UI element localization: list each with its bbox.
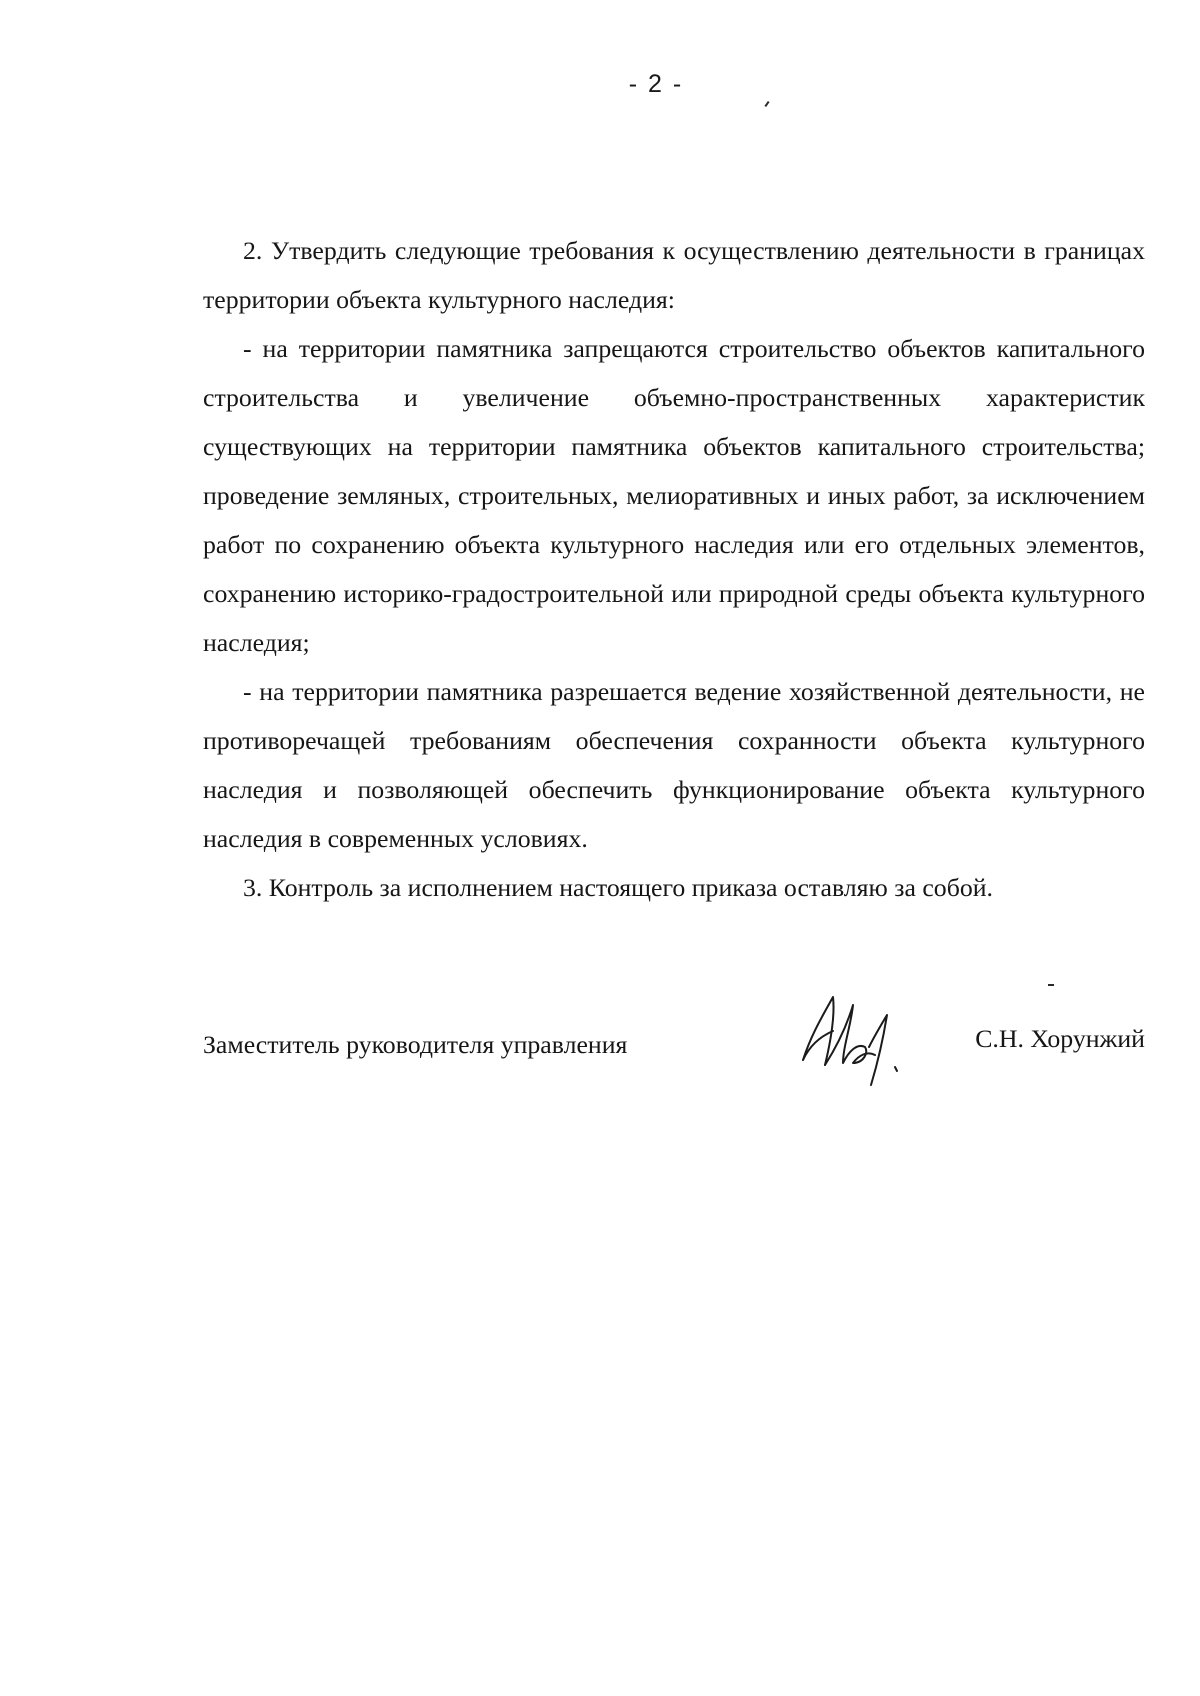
page-number-text: - 2 - xyxy=(628,70,684,98)
handwritten-signature xyxy=(783,985,923,1095)
signatory-name: С.Н. Хорунжий xyxy=(975,1024,1145,1053)
item-2-restriction: - на территории памятника запрещаются строительство объектов капитального строительства и увеличение объемно-пространственных характеристик существующих на территории памятника объектов капитального строительства; проведение земляных, строительных, мелиоративных и иных работ, за исключением работ по сохранению объекта культурного наследия или его отдельных элементов, сохранению историко-градостроительной или природной среды объекта культурного наследия; xyxy=(203,334,1145,657)
item-2-intro: 2. Утвердить следующие требования к осуществлению деятельности в границах территории объекта культурного наследия: xyxy=(203,236,1145,314)
item-3-control: 3. Контроль за исполнением настоящего приказа оставляю за собой. xyxy=(243,873,993,902)
signatory-position: Заместитель руководителя управления xyxy=(203,1030,628,1059)
scan-speck xyxy=(764,101,769,107)
item-2-permission: - на территории памятника разрешается ведение хозяйственной деятельности, не противоречащей требованиям обеспечения сохранности объекта культурного наследия и позволяющей обеспечить функционирование объекта культурного наследия в современных условиях. xyxy=(203,677,1145,853)
document-body xyxy=(203,226,1145,912)
signature-block xyxy=(203,1010,1145,1100)
page-number xyxy=(0,70,1200,99)
scan-speck xyxy=(1048,984,1054,986)
